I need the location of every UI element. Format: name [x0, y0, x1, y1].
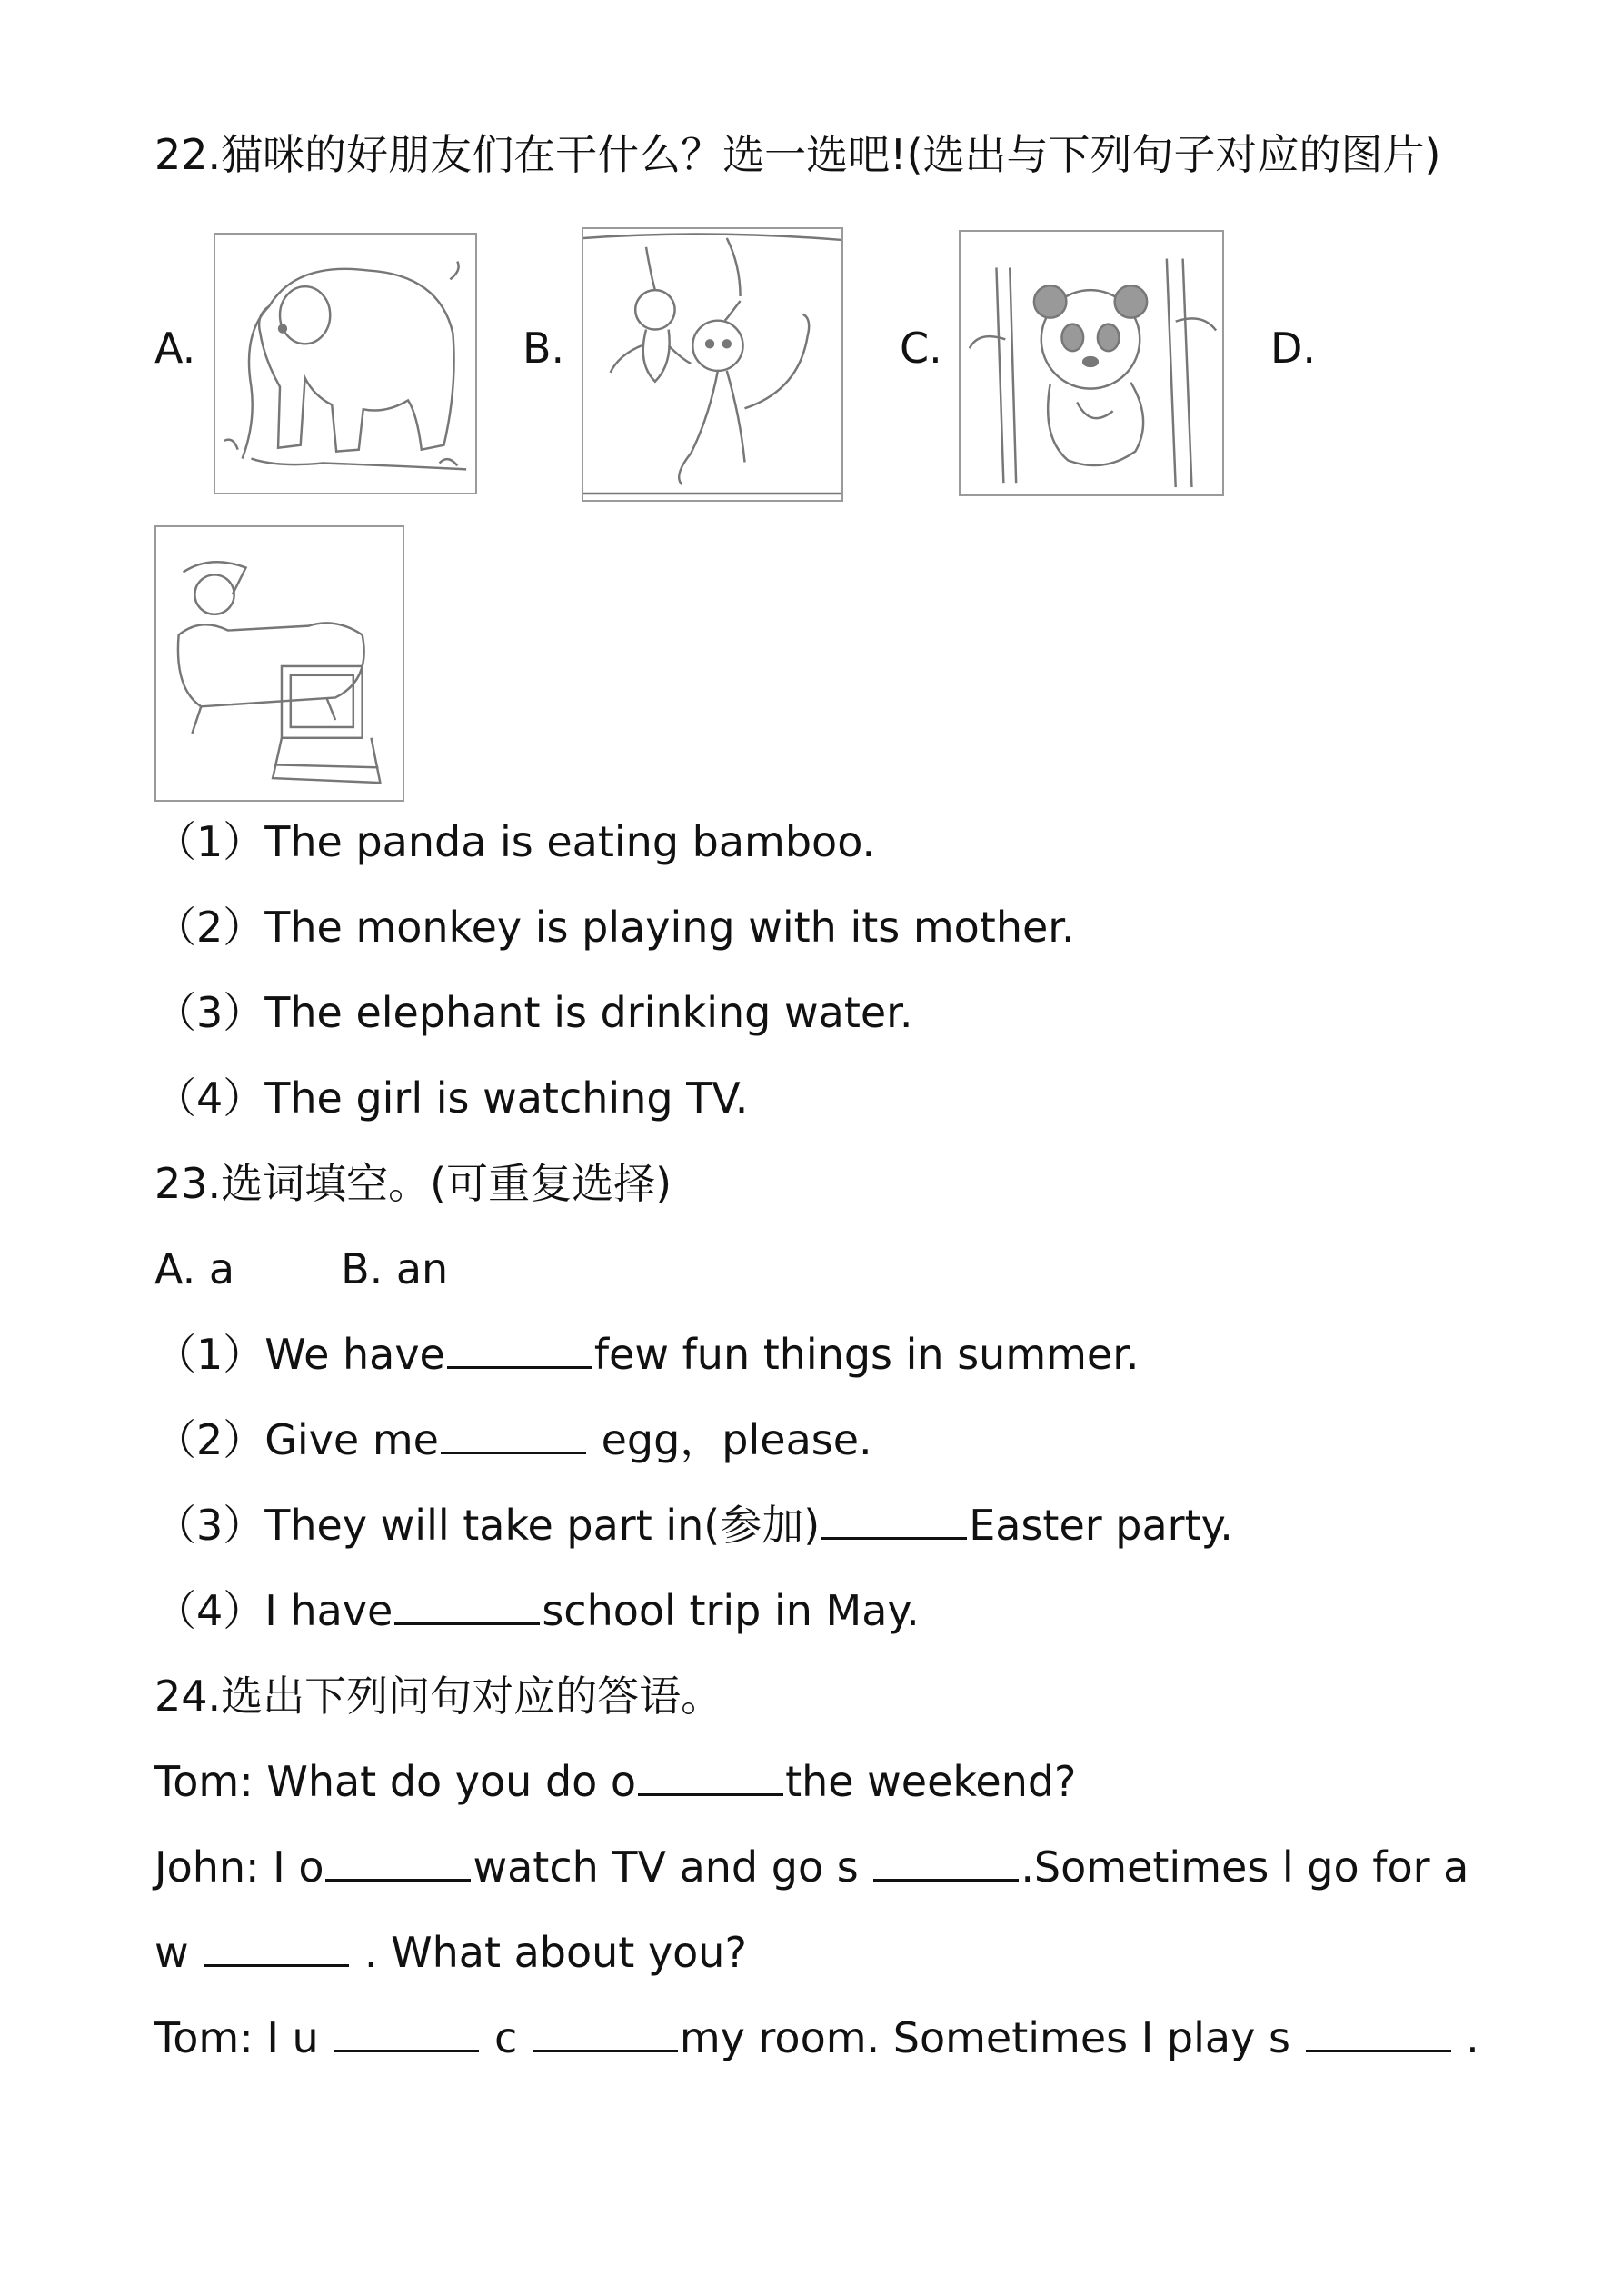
answer-blank[interactable] [447, 1357, 592, 1369]
q23-choices: A. a B. an [154, 1244, 449, 1293]
option-d-label: D. [1270, 324, 1317, 373]
q22-item-3: （3）The elephant is drinking water. [154, 988, 913, 1037]
answer-blank[interactable] [533, 2041, 678, 2052]
q24-title: 24.选出下列问句对应的答语。 [154, 1672, 723, 1721]
q24-line-1: Tom: What do you do o the weekend? [154, 1757, 1077, 1806]
q22-item-2: （2）The monkey is playing with its mother. [154, 903, 1075, 952]
q23-item-2: （2）Give me egg，please. [154, 1415, 872, 1464]
q22-item-1: （1）The panda is eating bamboo. [154, 817, 876, 866]
q24-line-4: Tom: I u c my room. Sometimes I play s . [154, 2013, 1479, 2062]
girl-watching-tv-picture [154, 525, 404, 802]
q24-line-2: John: I o watch TV and go s .Sometimes l go for a [154, 1842, 1469, 1892]
answer-blank[interactable] [873, 1870, 1019, 1882]
q23-title: 23.选词填空。(可重复选择) [154, 1159, 672, 1208]
q24-line-3: w . What about you? [154, 1928, 747, 1977]
option-c-label: C. [900, 324, 942, 373]
option-a-label: A. [154, 324, 196, 373]
q22-title: 22.猫咪的好朋友们在干什么？选一选吧!(选出与下列句子对应的图片) [154, 130, 1441, 179]
panda-bamboo-picture [959, 230, 1224, 496]
q23-item-4: （4）I have school trip in May. [154, 1586, 920, 1635]
answer-blank[interactable] [325, 1870, 471, 1882]
q23-item-3: （3）They will take part in(参加) Easter party. [154, 1501, 1233, 1550]
q22-item-4: （4）The girl is watching TV. [154, 1073, 749, 1123]
monkeys-hanging-picture [582, 227, 843, 502]
answer-blank[interactable] [821, 1528, 967, 1540]
answer-blank[interactable] [441, 1442, 586, 1454]
answer-blank[interactable] [638, 1784, 783, 1796]
elephant-drinking-picture [214, 233, 477, 494]
q23-item-1: （1）We have few fun things in summer. [154, 1330, 1140, 1379]
option-b-label: B. [523, 324, 565, 373]
answer-blank[interactable] [1306, 2041, 1451, 2052]
answer-blank[interactable] [334, 2041, 479, 2052]
answer-blank[interactable] [204, 1955, 349, 1967]
answer-blank[interactable] [394, 1613, 540, 1625]
